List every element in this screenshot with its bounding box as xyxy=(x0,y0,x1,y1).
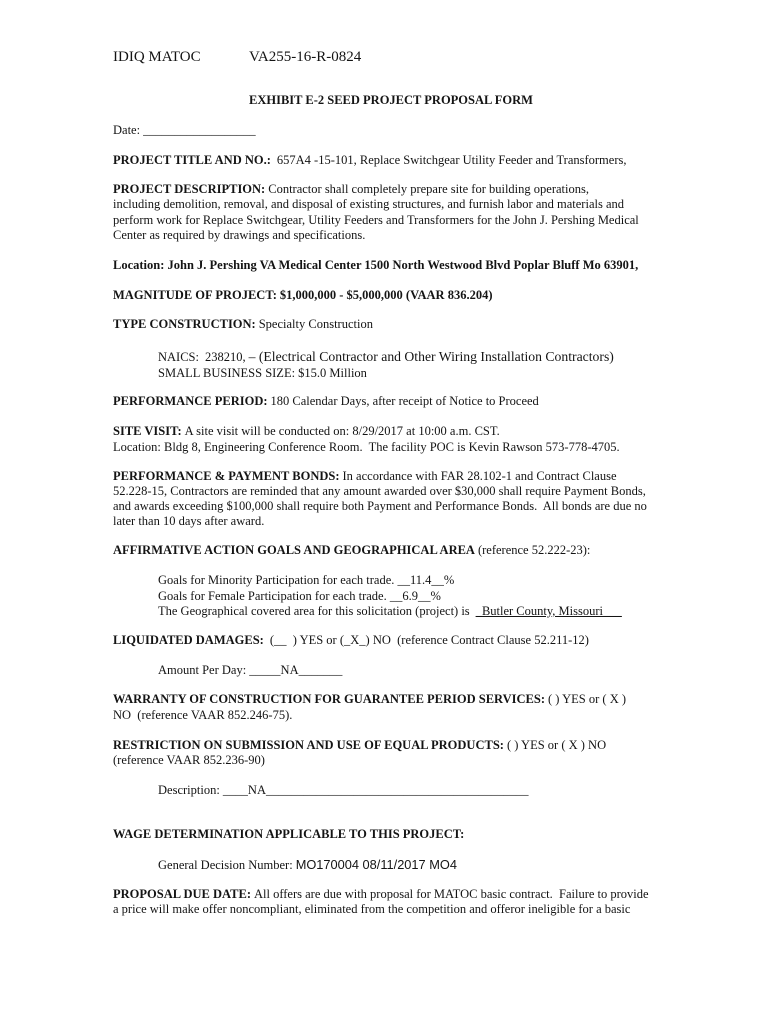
project-description xyxy=(113,182,639,243)
bonds-line xyxy=(113,469,647,484)
proposal-due-text: All offers are due with proposal for MATOC basic contract. Failure to provide xyxy=(253,887,649,901)
type-construction-value: Specialty Construction xyxy=(258,317,373,331)
project-magnitude xyxy=(113,288,493,303)
minority-goal: Goals for Minority Participation for each trade. __11.4__% xyxy=(158,573,455,587)
contract-type-header: IDIQ MATOC xyxy=(113,49,201,65)
geographical-area-value: _Butler County, Missouri___ xyxy=(475,604,622,618)
project-title xyxy=(113,153,627,168)
project-title-value: 657A4 -15-101, Replace Switchgear Utility Feeder and Transformers, xyxy=(276,153,627,167)
performance-payment-bonds xyxy=(113,469,647,529)
wage-determination-heading: WAGE DETERMINATION APPLICABLE TO THIS PROJECT: xyxy=(113,827,465,841)
naics-label: NAICS: xyxy=(158,350,199,364)
restriction-line: (reference VAAR 852.236-90) xyxy=(113,753,265,768)
warranty-label: WARRANTY OF CONSTRUCTION FOR GUARANTEE PERIOD SERVICES: xyxy=(113,692,546,706)
amount-per-day: Amount Per Day: _____NA_______ xyxy=(158,663,343,677)
project-description-line: including demolition, removal, and disposal of existing structures, and furnish labor and materials and xyxy=(113,197,624,212)
bonds-line: later than 10 days after award. xyxy=(113,514,265,528)
warranty-line: NO (reference VAAR 852.246-75). xyxy=(113,707,293,722)
bonds-text: In accordance with FAR 28.102-1 and Contract Clause xyxy=(342,469,617,483)
performance-period-value: 180 Calendar Days, after receipt of Notice to Proceed xyxy=(270,394,539,408)
warranty-options: ( ) YES or ( X ) xyxy=(548,692,627,706)
solicitation-number-header: VA255-16-R-0824 xyxy=(249,49,362,65)
general-decision-value: MO170004 08/11/2017 MO4 xyxy=(295,857,457,872)
type-construction-label: TYPE CONSTRUCTION: xyxy=(113,317,256,331)
proposal-due-label: PROPOSAL DUE DATE: xyxy=(113,887,251,901)
naics-block xyxy=(158,349,614,381)
bonds-label: PERFORMANCE & PAYMENT BONDS: xyxy=(113,469,340,483)
project-description-line: perform work for Replace Switchgear, Utility Feeders and Transformers for the John J. Pershing Medical xyxy=(113,212,639,227)
warranty-of-construction xyxy=(113,692,626,723)
project-title-label: PROJECT TITLE AND NO.: xyxy=(113,153,271,167)
magnitude-label: MAGNITUDE OF PROJECT: xyxy=(113,288,277,302)
magnitude-value: $1,000,000 - $5,000,000 (VAAR 836.204) xyxy=(279,288,493,302)
restriction-equal-products xyxy=(113,738,606,768)
project-location: Location: John J. Pershing VA Medical Center 1500 North Westwood Blvd Poplar Bluff Mo 63901, xyxy=(113,258,639,272)
project-description-label: PROJECT DESCRIPTION: xyxy=(113,182,266,196)
performance-period xyxy=(113,394,539,409)
type-construction xyxy=(113,317,373,332)
affirmative-action xyxy=(113,543,590,558)
description-field: Description: ____NA__________________________________________ xyxy=(158,783,529,797)
form-title: EXHIBIT E-2 SEED PROJECT PROPOSAL FORM xyxy=(249,93,533,107)
participation-goals xyxy=(158,573,622,620)
project-description-line: Center as required by drawings and specifications. xyxy=(113,227,366,242)
liquidated-damages-label: LIQUIDATED DAMAGES: xyxy=(113,633,264,647)
proposal-due-date xyxy=(113,887,649,917)
proposal-due-line xyxy=(113,887,649,902)
liquidated-damages-value: (__ ) YES or (_X_) NO (reference Contract Clause 52.211-12) xyxy=(269,633,589,647)
site-visit-line xyxy=(113,424,620,440)
female-goal: Goals for Female Participation for each trade. __6.9__% xyxy=(158,588,441,603)
general-decision-label: General Decision Number: xyxy=(158,858,293,872)
site-visit-label: SITE VISIT: xyxy=(113,424,182,438)
small-business-size: SMALL BUSINESS SIZE: $15.0 Million xyxy=(158,366,367,380)
bonds-line: and awards exceeding $100,000 shall require both Payment and Performance Bonds. All bonds are due no xyxy=(113,499,647,513)
date-blank: __________________ xyxy=(143,123,256,137)
site-visit-value: A site visit will be conducted on: 8/29/2017 at 10:00 a.m. CST. xyxy=(184,424,500,438)
restriction-line xyxy=(113,738,606,753)
naics-description: – (Electrical Contractor and Other Wiring Installation Contractors) xyxy=(248,349,614,364)
project-description-text: Contractor shall completely prepare site for building operations, xyxy=(268,182,589,196)
site-visit-location: Location: Bldg 8, Engineering Conference Room. The facility POC is Kevin Rawson 573-778-4705. xyxy=(113,439,620,454)
project-description-line xyxy=(113,182,639,197)
affirmative-action-label: AFFIRMATIVE ACTION GOALS AND GEOGRAPHICAL AREA xyxy=(113,543,475,557)
restriction-options: ( ) YES or ( X ) NO xyxy=(506,738,607,752)
restriction-label: RESTRICTION ON SUBMISSION AND USE OF EQUAL PRODUCTS: xyxy=(113,738,504,752)
naics-line xyxy=(158,349,614,365)
date-label: Date: xyxy=(113,123,141,137)
proposal-due-line: a price will make offer noncompliant, eliminated from the competition and offeror ineligible for a basic xyxy=(113,902,631,916)
site-visit xyxy=(113,424,620,456)
warranty-line xyxy=(113,692,626,708)
bonds-line: 52.228-15, Contractors are reminded that any amount awarded over $30,000 shall require Payment Bonds, xyxy=(113,484,646,498)
affirmative-action-reference: (reference 52.222-23): xyxy=(477,543,591,557)
date-field xyxy=(113,123,256,138)
liquidated-damages xyxy=(113,633,589,648)
performance-period-label: PERFORMANCE PERIOD: xyxy=(113,394,268,408)
geographical-area xyxy=(158,604,622,620)
general-decision-number xyxy=(158,857,457,873)
naics-code: 238210, xyxy=(204,350,246,364)
geographical-area-label: The Geographical covered area for this solicitation (project) is xyxy=(158,604,470,618)
